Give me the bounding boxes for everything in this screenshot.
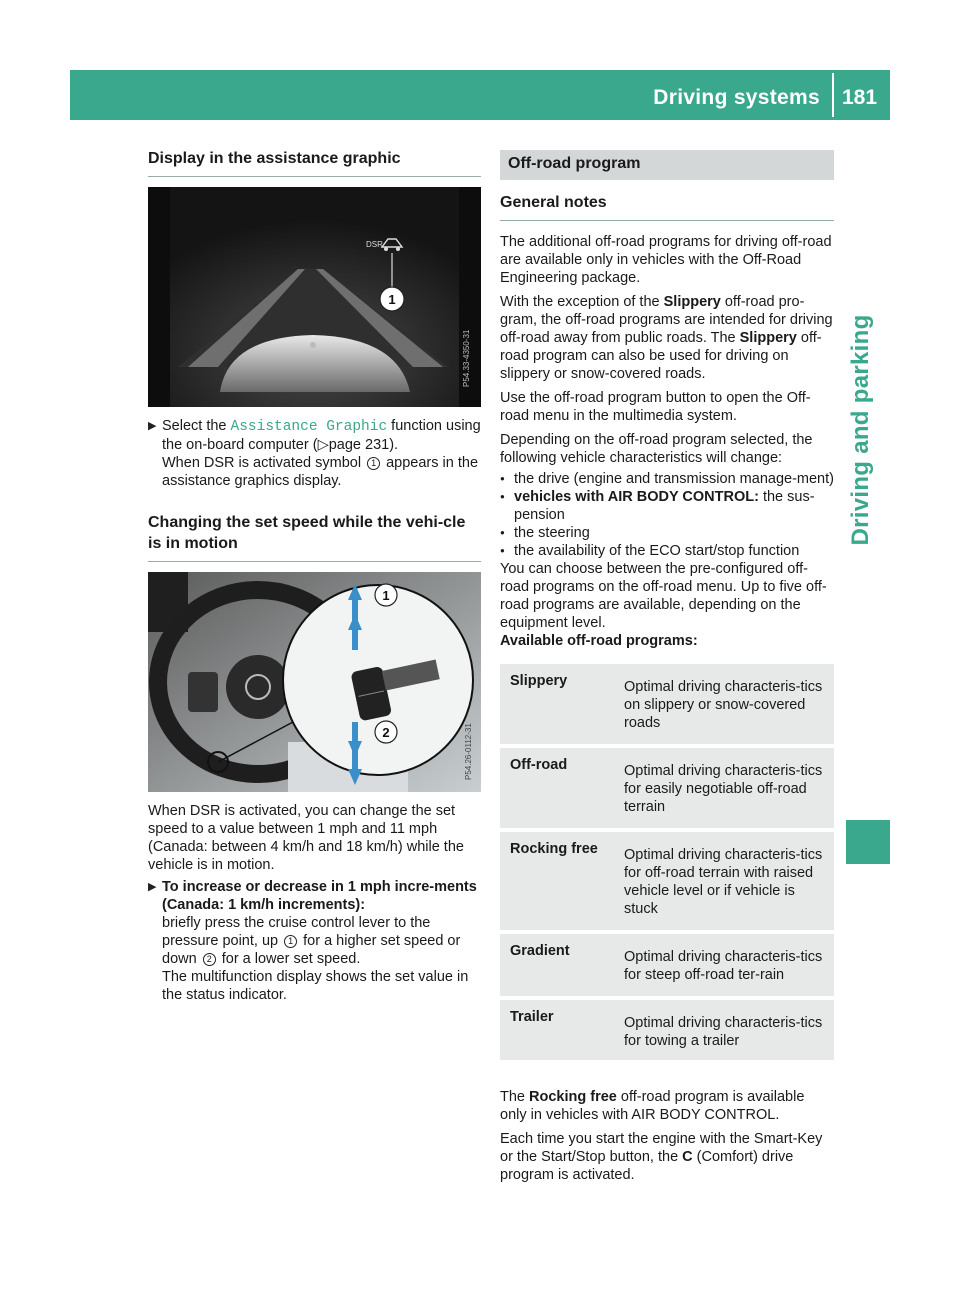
program-description: Optimal driving characteris-tics for steep off-road ter-rain xyxy=(624,932,834,998)
section-bar-off-road-program: Off-road program xyxy=(500,150,834,180)
dsr-symbol-label: DSR xyxy=(366,240,383,249)
list-item: ● the drive (engine and transmission manage-ment) xyxy=(500,470,834,488)
header-divider xyxy=(832,73,834,117)
page-ref-link[interactable]: page 231 xyxy=(328,437,390,453)
program-name: Trailer xyxy=(500,998,624,1062)
cruise-control-lever-image xyxy=(148,572,481,792)
step-arrow-icon: ▶ xyxy=(148,881,157,893)
step-increase-decrease: ▶ To increase or decrease in 1 mph incre-ments (Canada: 1 km/h increments): briefly press the cruise control lever to the pressure point, up 1 for a higher set speed or down 2 for a lower set speed. The multifunction display shows the set value in the status indicator. xyxy=(148,878,481,1004)
step-select-assistance-graphic: ▶ Select the Assistance Graphic function using the on-board computer (▷page 231). When DSR is activated symbol 1 appears in the assistance graphics display. xyxy=(148,418,481,489)
assistance-graphic-image xyxy=(148,187,481,407)
program-description: Optimal driving characteris-tics on slippery or snow-covered roads xyxy=(624,664,834,746)
list-item: ● the steering xyxy=(500,524,834,542)
program-description: Optimal driving characteris-tics for towing a trailer xyxy=(624,998,834,1062)
table-row xyxy=(500,830,834,932)
program-description: Optimal driving characteris-tics for easily negotiable off-road terrain xyxy=(624,746,834,830)
list-item: ● vehicles with AIR BODY CONTROL: the sus-pension xyxy=(500,488,834,524)
program-name: Off-road xyxy=(500,746,624,830)
page-number: 181 xyxy=(842,86,878,109)
program-description: Optimal driving characteris-tics for off-road terrain with raised vehicle level or if vehicle is stuck xyxy=(624,830,834,932)
table-row xyxy=(500,998,834,1062)
characteristics-list xyxy=(500,470,834,560)
table-row xyxy=(500,664,834,746)
off-road-programs-table xyxy=(500,664,834,1064)
svg-text:2: 2 xyxy=(382,725,390,740)
side-tab-label xyxy=(836,175,886,685)
paragraph-off-road-button: Use the off-road program button to open the Off-road menu in the multimedia system. xyxy=(500,390,811,424)
right-column xyxy=(500,150,834,1184)
program-name: Gradient xyxy=(500,932,624,998)
section-title-assistance-graphic: Display in the assistance graphic xyxy=(148,150,481,177)
paragraph-preconfigured: You can choose between the pre-configured off-road programs on the off-road menu. Up to five off-road programs are available, depending on the equipment level. xyxy=(500,561,827,631)
step-arrow-icon: ▶ xyxy=(148,420,157,432)
header-title: Driving systems xyxy=(653,86,820,109)
callout-1-icon: 1 xyxy=(367,457,380,470)
table-row xyxy=(500,746,834,830)
step-increase-decrease-note: The multifunction display shows the set value in the status indicator. xyxy=(162,969,469,1003)
heading-general-notes: General notes xyxy=(500,194,834,221)
callout-1-icon: 1 xyxy=(284,935,297,948)
paragraph-comfort-default: Each time you start the engine with the Smart-Key or the Start/Stop button, the C (Comfort) drive program is activated. xyxy=(500,1131,823,1183)
side-tab-text: Driving and parking xyxy=(847,314,874,546)
paragraph-characteristics-intro: Depending on the off-road program selected, the following vehicle characteristics will change: xyxy=(500,432,813,466)
list-item: ● the availability of the ECO start/stop function xyxy=(500,542,834,560)
step-increase-decrease-title: To increase or decrease in 1 mph incre-ments (Canada: 1 km/h increments): xyxy=(162,879,477,913)
side-tab-marker xyxy=(846,820,890,864)
dsr-speed-paragraph: When DSR is activated, you can change the set speed to a value between 1 mph and 11 mph (Canada: between 4 km/h and 18 km/h) while the vehicle is in motion. xyxy=(148,803,464,873)
program-name: Rocking free xyxy=(500,830,624,932)
paragraph-rocking-free: The Rocking free off-road program is available only in vehicles with AIR BODY CONTROL. xyxy=(500,1089,805,1123)
figure-cruise-control-lever xyxy=(148,572,481,792)
program-name: Slippery xyxy=(500,664,624,746)
svg-text:1: 1 xyxy=(382,588,390,603)
section-title-changing-set-speed: Changing the set speed while the vehi-cle is in motion xyxy=(148,512,481,562)
paragraph-slippery-exception: With the exception of the Slippery off-road pro-gram, the off-road programs are intended for driving off-road away from public roads. The Slippery off-road program can also be used for driving on slippery or snow-covered roads. xyxy=(500,294,833,382)
figure-code: P54.33-4350-31 xyxy=(462,329,471,387)
table-row xyxy=(500,932,834,998)
figure-code: P54.26-0112-31 xyxy=(464,723,473,780)
page-ref-arrow-icon: ▷ xyxy=(317,437,329,453)
assistance-graphic-code: Assistance Graphic xyxy=(230,419,388,435)
available-programs-label: Available off-road programs: xyxy=(500,633,698,649)
figure-assistance-graphic xyxy=(148,187,481,407)
callout-2-icon: 2 xyxy=(203,953,216,966)
paragraph-off-road-availability: The additional off-road programs for driving off-road are available only in vehicles with the Off-Road Engineering package. xyxy=(500,234,832,286)
left-column xyxy=(148,150,481,1004)
svg-text:1: 1 xyxy=(388,292,396,307)
